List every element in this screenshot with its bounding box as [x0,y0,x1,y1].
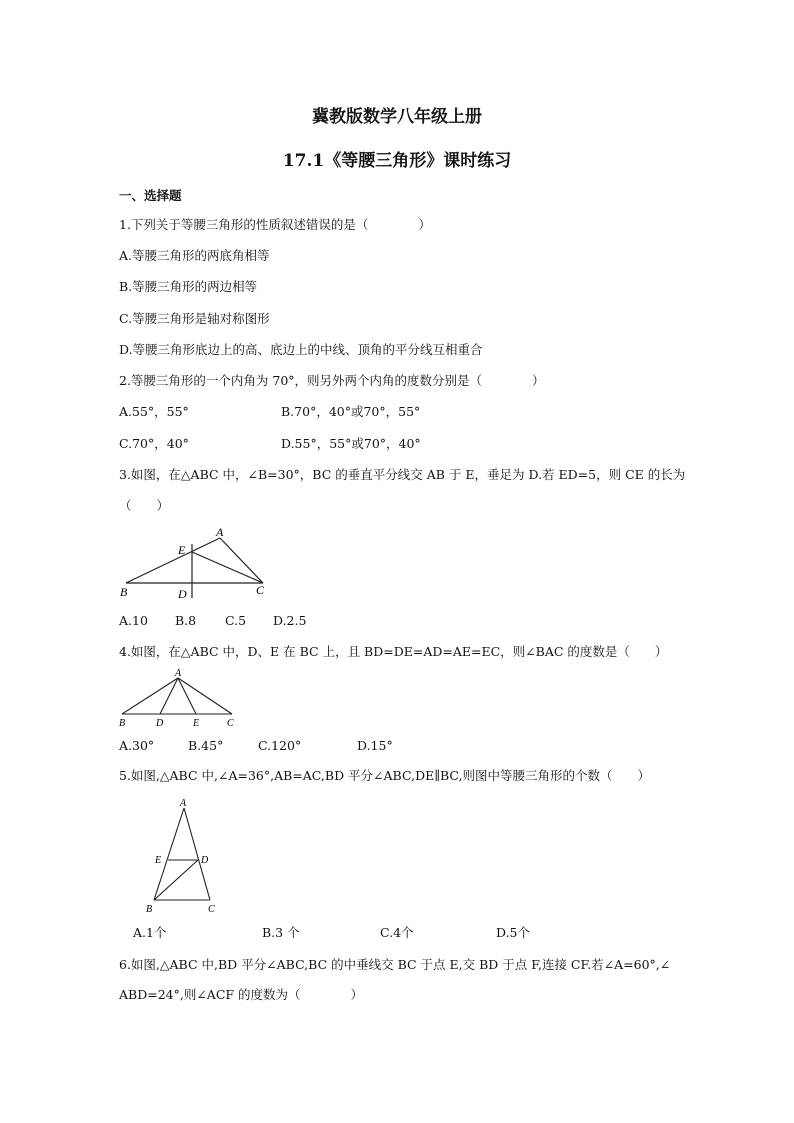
q2-stem: 2.等腰三角形的一个内角为 70°，则另外两个内角的度数分别是（ ） [119,373,545,388]
q5-label-d: D [201,855,209,866]
q1-option-b: B.等腰三角形的两边相等 [119,279,258,294]
q3-figure [118,526,278,602]
q5-segment-ac [184,808,210,900]
q4-label-d: D [156,718,164,729]
q5-figure [142,796,222,914]
q3-label-a: A [216,526,224,539]
q3-option-c: C.5 [225,613,247,628]
q5-label-c: C [208,904,215,914]
q2-option-c: C.70°，40° [119,436,189,451]
q4-figure [116,666,240,730]
q5-label-b: B [146,904,153,914]
q6-stem-line2: ABD=24°,则∠ACF 的度数为（ ） [119,987,364,1002]
q4-option-b: B.45° [188,738,224,753]
q2-option-a: A.55°，55° [119,404,189,419]
q4-segment-ac [178,678,232,714]
q4-option-c: C.120° [258,738,302,753]
q5-option-d: D.5个 [496,925,531,940]
q5-label-a: A [180,798,187,809]
q4-option-a: A.30° [119,738,155,753]
q5-option-c: C.4个 [380,925,414,940]
q6-stem-line1: 6.如图,△ABC 中,BD 平分∠ABC,BC 的中垂线交 BC 于点 E,交 BD 于点 F,连接 CF.若∠A=60°,∠ [119,957,671,972]
section-heading: 一、选择题 [119,188,182,203]
q4-option-d: D.15° [357,738,393,753]
q2-option-d: D.55°，55°或70°，40° [281,436,421,451]
q5-option-a: A.1个 [133,925,167,940]
q4-label-a: A [175,668,182,679]
q4-label-b: B [119,718,126,729]
q1-stem: 1.下列关于等腰三角形的性质叙述错误的是（ ） [119,217,431,232]
q4-stem: 4.如图，在△ABC 中，D、E 在 BC 上，且 BD=DE=AD=AE=EC，则∠BAC 的度数是（ ） [119,644,668,659]
q3-segment-ec [192,552,263,583]
q3-segment-ac [220,538,263,583]
q3-label-b: B [120,585,128,599]
q3-option-a: A.10 [119,613,148,628]
q5-option-b: B.3 个 [262,925,300,940]
q5-stem: 5.如图,△ABC 中,∠A=36°,AB=AC,BD 平分∠ABC,DE∥BC,则图中等腰三角形的个数（ ） [119,768,651,783]
q3-label-e: E [178,543,186,557]
q3-stem-line2: （ ） [119,498,170,513]
document-title: 冀教版数学八年级上册 [312,107,482,127]
q4-label-c: C [227,718,234,729]
q2-option-b: B.70°，40°或70°，55° [281,404,421,419]
q1-option-d: D.等腰三角形底边上的高、底边上的中线、顶角的平分线互相重合 [119,342,483,357]
q1-option-a: A.等腰三角形的两底角相等 [119,248,270,263]
q3-label-c: C [256,583,265,597]
document-subtitle: 17.1《等腰三角形》课时练习 [282,151,512,171]
q3-option-b: B.8 [175,613,197,628]
q1-option-c: C.等腰三角形是轴对称图形 [119,311,270,326]
q4-label-e: E [193,718,200,729]
q3-option-d: D.2.5 [273,613,307,628]
q3-segment-ba [126,538,220,583]
q3-stem-line1: 3.如图，在△ABC 中，∠B=30°，BC 的垂直平分线交 AB 于 E，垂足为 D.若 ED=5，则 CE 的长为 [119,467,686,482]
q3-label-d: D [178,587,187,601]
q5-label-e: E [155,855,162,866]
